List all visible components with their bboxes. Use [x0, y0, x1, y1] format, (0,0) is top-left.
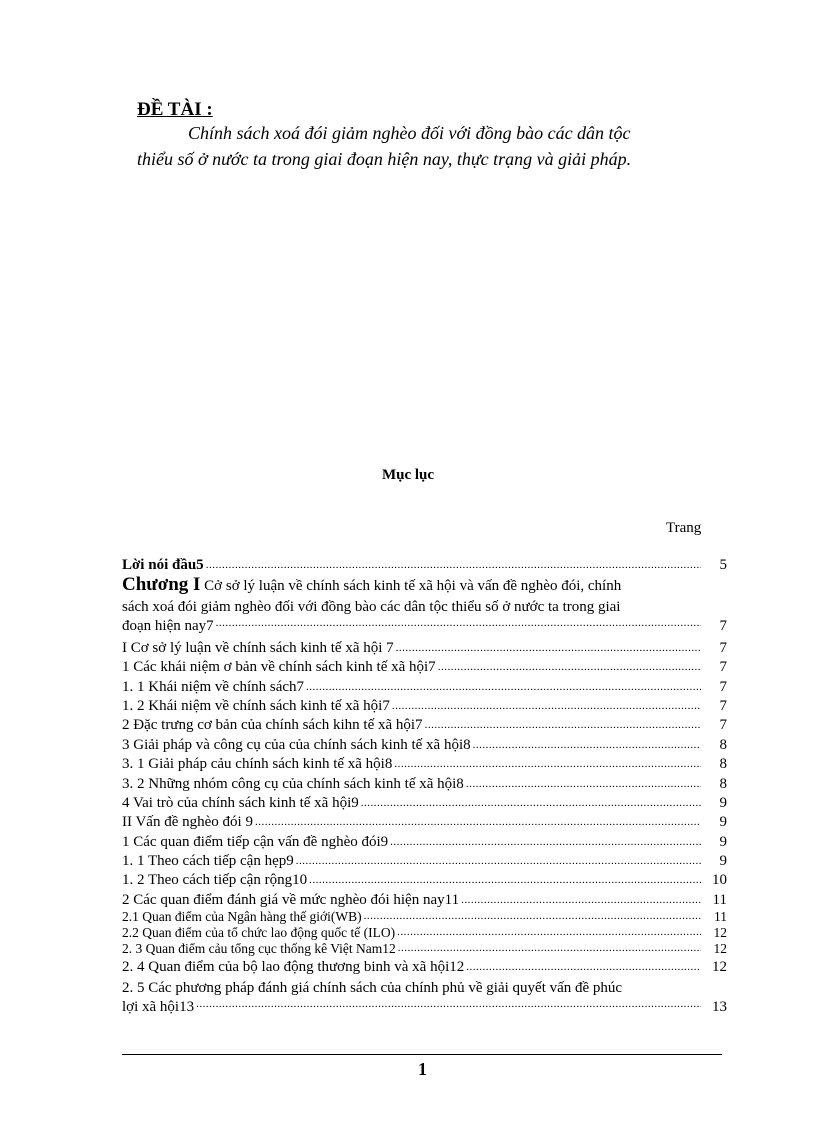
toc-entry-title: 2 Các quan điểm đánh giá về mức nghèo đói hiện nay11	[122, 891, 460, 908]
toc-heading: Mục lục	[381, 467, 435, 483]
dot-leader	[296, 855, 701, 867]
toc-entry-page: 5	[719, 557, 727, 574]
toc-entry-title: 2.2 Quan điểm của tổ chức lao động quốc tế (ILO)	[122, 924, 396, 940]
dot-leader	[396, 642, 701, 654]
dot-leader	[466, 778, 701, 790]
dot-leader	[216, 618, 701, 634]
toc-entry[interactable]	[122, 715, 727, 734]
toc-entry-intro[interactable]	[122, 555, 727, 574]
toc-entry-page: 9	[719, 833, 727, 850]
last-entry-text-line-2: lợi xã hội13	[122, 999, 195, 1016]
dot-leader	[196, 999, 701, 1015]
dot-leader	[473, 739, 701, 751]
toc-entry[interactable]	[122, 812, 727, 831]
toc-entry[interactable]	[122, 831, 727, 850]
dot-leader	[309, 874, 701, 886]
toc-entry-title: 1 Các khái niệm ơ bản về chính sách kinh tế xã hội7	[122, 659, 436, 676]
toc-entry-page: 11	[714, 908, 727, 924]
toc-entry-title: 2. 3 Quan điểm cảu tổng cục thống kê Việt Nam12	[122, 940, 396, 956]
toc-entry[interactable]	[122, 941, 727, 957]
toc-entry[interactable]	[122, 851, 727, 870]
toc-entry[interactable]	[122, 793, 727, 812]
toc-entry-page: 7	[719, 639, 727, 656]
toc-entry[interactable]	[122, 957, 727, 976]
toc-entry-page: 12	[713, 924, 727, 940]
chapter-text-line-1: Cở sở lý luận về chính sách kinh tế xã hội và vấn đề nghèo đói, chính	[204, 578, 622, 595]
dot-leader	[255, 816, 701, 828]
topic-title-line-1: Chính sách xoá đói giảm nghèo đối với đồng bào các dân tộc	[188, 123, 631, 143]
toc-entry-title: 4 Vai trò của chính sách kinh tế xã hội9	[122, 794, 359, 811]
toc-entries	[122, 637, 727, 976]
dot-leader	[306, 681, 701, 693]
toc-entry-title: 1 Các quan điểm tiếp cận vấn đề nghèo đói9	[122, 833, 389, 850]
toc-entry-title: 2 Đặc trưng cơ bản của chính sách kihn tế xã hội7	[122, 717, 423, 734]
toc-entry-page: 12	[713, 940, 727, 956]
dot-leader	[364, 910, 701, 922]
toc-entry-title: 2.1 Quan điểm của Ngân hàng thế giới(WB)	[122, 908, 362, 924]
toc-entry[interactable]	[122, 734, 727, 753]
toc-entry-title: 3. 1 Giải pháp cảu chính sách kinh tế xã hội8	[122, 756, 393, 773]
toc-entry-last[interactable]	[122, 978, 727, 1018]
dot-leader	[438, 661, 701, 673]
toc-entry-title: 1. 1 Theo cách tiếp cận hẹp9	[122, 853, 294, 870]
toc-entry[interactable]	[122, 909, 727, 925]
toc-entry-page: 9	[719, 814, 727, 831]
toc-entry[interactable]	[122, 637, 727, 656]
toc-entry[interactable]	[122, 696, 727, 715]
page-column-label: Trang	[666, 520, 702, 536]
toc-entry-page: 8	[719, 775, 727, 792]
toc-entry-page: 11	[712, 891, 727, 908]
table-of-contents	[122, 555, 727, 1018]
toc-entry-page: 9	[719, 853, 727, 870]
dot-leader	[461, 894, 701, 906]
dot-leader	[425, 719, 701, 731]
dot-leader	[392, 700, 701, 712]
dot-leader	[398, 942, 701, 954]
dot-leader	[466, 961, 701, 973]
toc-entry-title: 1. 2 Theo cách tiếp cận rộng10	[122, 872, 308, 889]
toc-entry[interactable]	[122, 754, 727, 773]
toc-entry[interactable]	[122, 870, 727, 889]
toc-entry-page: 8	[719, 756, 727, 773]
last-entry-text-line-1: 2. 5 Các phương pháp đánh giá chính sách của chính phủ về giải quyết vấn đề phúc	[122, 980, 623, 997]
toc-entry-title: 2. 4 Quan điểm của bộ lao động thương binh và xã hội12	[122, 959, 465, 976]
toc-entry-title: 1. 1 Khái niệm về chính sách7	[122, 678, 305, 695]
toc-entry-page: 7	[719, 697, 727, 714]
toc-entry[interactable]	[122, 676, 727, 695]
topic-label: ĐỀ TÀI :	[137, 99, 213, 120]
toc-entry-page: 7	[719, 717, 727, 734]
toc-entry[interactable]	[122, 889, 727, 908]
topic-title-line-2: thiểu số ở nước ta trong giai đoạn hiện nay, thực trạng và giải pháp.	[137, 149, 632, 169]
dot-leader	[390, 836, 701, 848]
toc-entry-title: Lời nói đầu5	[122, 557, 204, 574]
toc-entry-title: 3. 2 Những nhóm công cụ của chính sách kinh tế xã hội8	[122, 775, 464, 792]
toc-entry-page: 9	[719, 794, 727, 811]
toc-entry-title: I Cơ sở lý luận về chính sách kinh tế xã hội 7	[122, 639, 394, 656]
toc-entry-page: 7	[719, 659, 727, 676]
toc-entry-title: 1. 2 Khái niệm về chính sách kinh tế xã hội7	[122, 697, 390, 714]
footer-rule	[122, 1054, 722, 1055]
toc-entry-title: 3 Giải pháp và công cụ của của chính sách kinh tế xã hội8	[122, 736, 471, 753]
toc-entry-page: 8	[719, 736, 727, 753]
dot-leader	[397, 926, 701, 938]
toc-entry-title: II Vấn đề nghèo đói 9	[122, 814, 253, 831]
toc-entry-page: 12	[712, 959, 727, 976]
dot-leader	[206, 559, 701, 571]
chapter-label: Chương I	[122, 574, 201, 596]
dot-leader	[361, 797, 701, 809]
toc-entry[interactable]	[122, 657, 727, 676]
toc-entry[interactable]	[122, 773, 727, 792]
page-number: 1	[418, 1059, 427, 1079]
chapter-text-line-3: đoạn hiện nay7	[122, 618, 214, 635]
toc-entry-chapter[interactable]	[122, 574, 727, 637]
toc-entry[interactable]	[122, 925, 727, 941]
toc-entry-page: 7	[719, 618, 727, 635]
chapter-text-line-2: sách xoá đói giảm nghèo đối với đồng bào các dân tộc thiểu số ở nước ta trong giai	[122, 599, 621, 616]
toc-entry-page: 13	[712, 999, 727, 1016]
toc-entry-page: 7	[719, 678, 727, 695]
dot-leader	[394, 758, 701, 770]
toc-entry-page: 10	[712, 872, 727, 889]
